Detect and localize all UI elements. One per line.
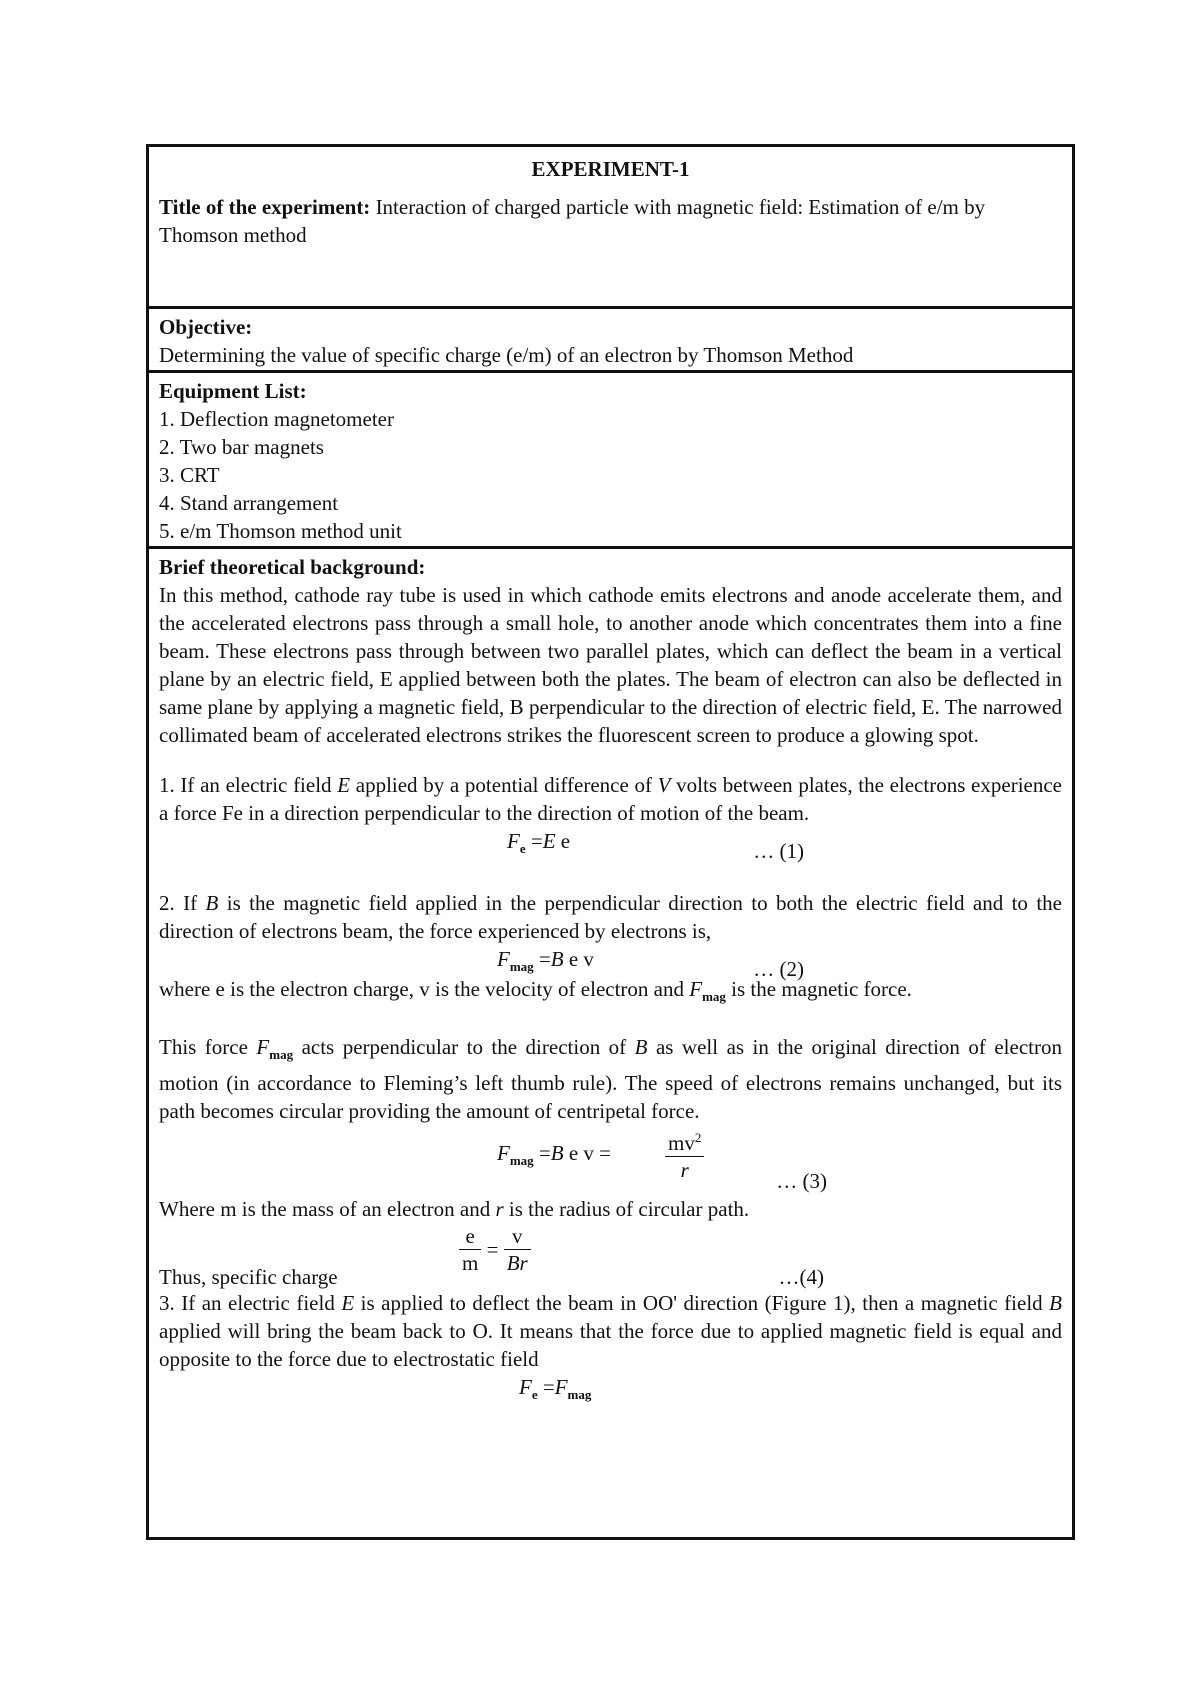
equipment-label: Equipment List: — [159, 379, 307, 403]
equation-1: $F_e =E$ e … (1) — [507, 829, 804, 863]
title-section — [146, 144, 1075, 306]
experiment-sheet — [146, 144, 1075, 1540]
equipment-item: 1. Deflection magnetometer — [159, 407, 394, 431]
equation-3: $F_{mag} =B$ e v = $\frac{mv^2}{r}$ … (3) — [159, 1125, 1062, 1195]
experiment-id: EXPERIMENT-1 — [531, 157, 690, 181]
equipment-item: 5. e/m Thomson method unit — [159, 519, 402, 543]
equipment-item: 2. Two bar magnets — [159, 435, 324, 459]
fraction-e-m: $\frac{e}{m}$ — [459, 1223, 481, 1276]
background-label: Brief theoretical background: — [159, 555, 426, 579]
background-intro: In this method, cathode ray tube is used in which cathode emits electrons and anode accelerate them, and the accelerated electrons pass through a small hole, to another anode which concentrates them into a fine beam. These electrons pass through between two parallel plates, which can deflect the beam in a vertical plane by an electric field, E applied between both the plates. The beam of electron can also be deflected in same plane by applying a magnetic field, B perpendicular to the direction of electric field, E. The narrowed collimated beam of accelerated electrons strikes the fluorescent screen to produce a glowing spot. — [159, 583, 1062, 747]
equation-2: $F_{mag} =B$ e v … (2) — [497, 947, 804, 981]
equipment-item: 3. CRT — [159, 463, 220, 487]
objective-section — [146, 306, 1075, 370]
background-section — [146, 546, 1075, 1540]
equipment-item: 4. Stand arrangement — [159, 491, 339, 515]
objective-text: Determining the value of specific charge (e/m) of an electron by Thomson Method — [159, 343, 854, 367]
mass-radius-definition: Where m is the mass of an electron and r is the radius of circular path. — [159, 1197, 750, 1222]
experiment-title: Title of the experiment: Interaction of charged particle with magnetic field: Estimation of e/m by Thomson method — [159, 195, 986, 247]
equation-4: Thus, specific charge $\frac{e}{m}$ = $\frac{v}{Br}$ …(4) — [159, 1224, 824, 1290]
objective-label: Objective: — [159, 315, 253, 339]
fraction-mv2-r: $\frac{mv^2}{r}$ — [665, 1125, 704, 1183]
force-definition: where e is the electron charge, v is the velocity of electron and $F_{mag}$ is the magnetic force. — [159, 977, 912, 1005]
equipment-section — [146, 370, 1075, 546]
point-3: This force $F_{mag}$ acts perpendicular to the direction of B as well as in the original direction of electron motion (in accordance to Fleming’s left thumb rule). The speed of electrons remains unchanged, but its path becomes circular providing the amount of centripetal force. — [159, 1035, 1062, 1124]
point-1: 1. If an electric field E applied by a potential difference of V volts between plates, the electrons experience a force Fe in a direction perpendicular to the direction of motion of the beam. — [159, 773, 1062, 825]
point-4: 3. If an electric field E is applied to deflect the beam in OO' direction (Figure 1), then a magnetic field B applied will bring the beam back to O. It means that the force due to applied magnetic field is equal and opposite to the force due to electrostatic field — [159, 1291, 1062, 1372]
fraction-v-br: $\frac{v}{Br}$ — [504, 1223, 531, 1276]
equation-5: $F_e =F_{mag}$ — [519, 1375, 592, 1403]
point-2: 2. If B is the magnetic field applied in the perpendicular direction to both the electric field and to the direction of electrons beam, the force experienced by electrons is, — [159, 891, 1062, 943]
